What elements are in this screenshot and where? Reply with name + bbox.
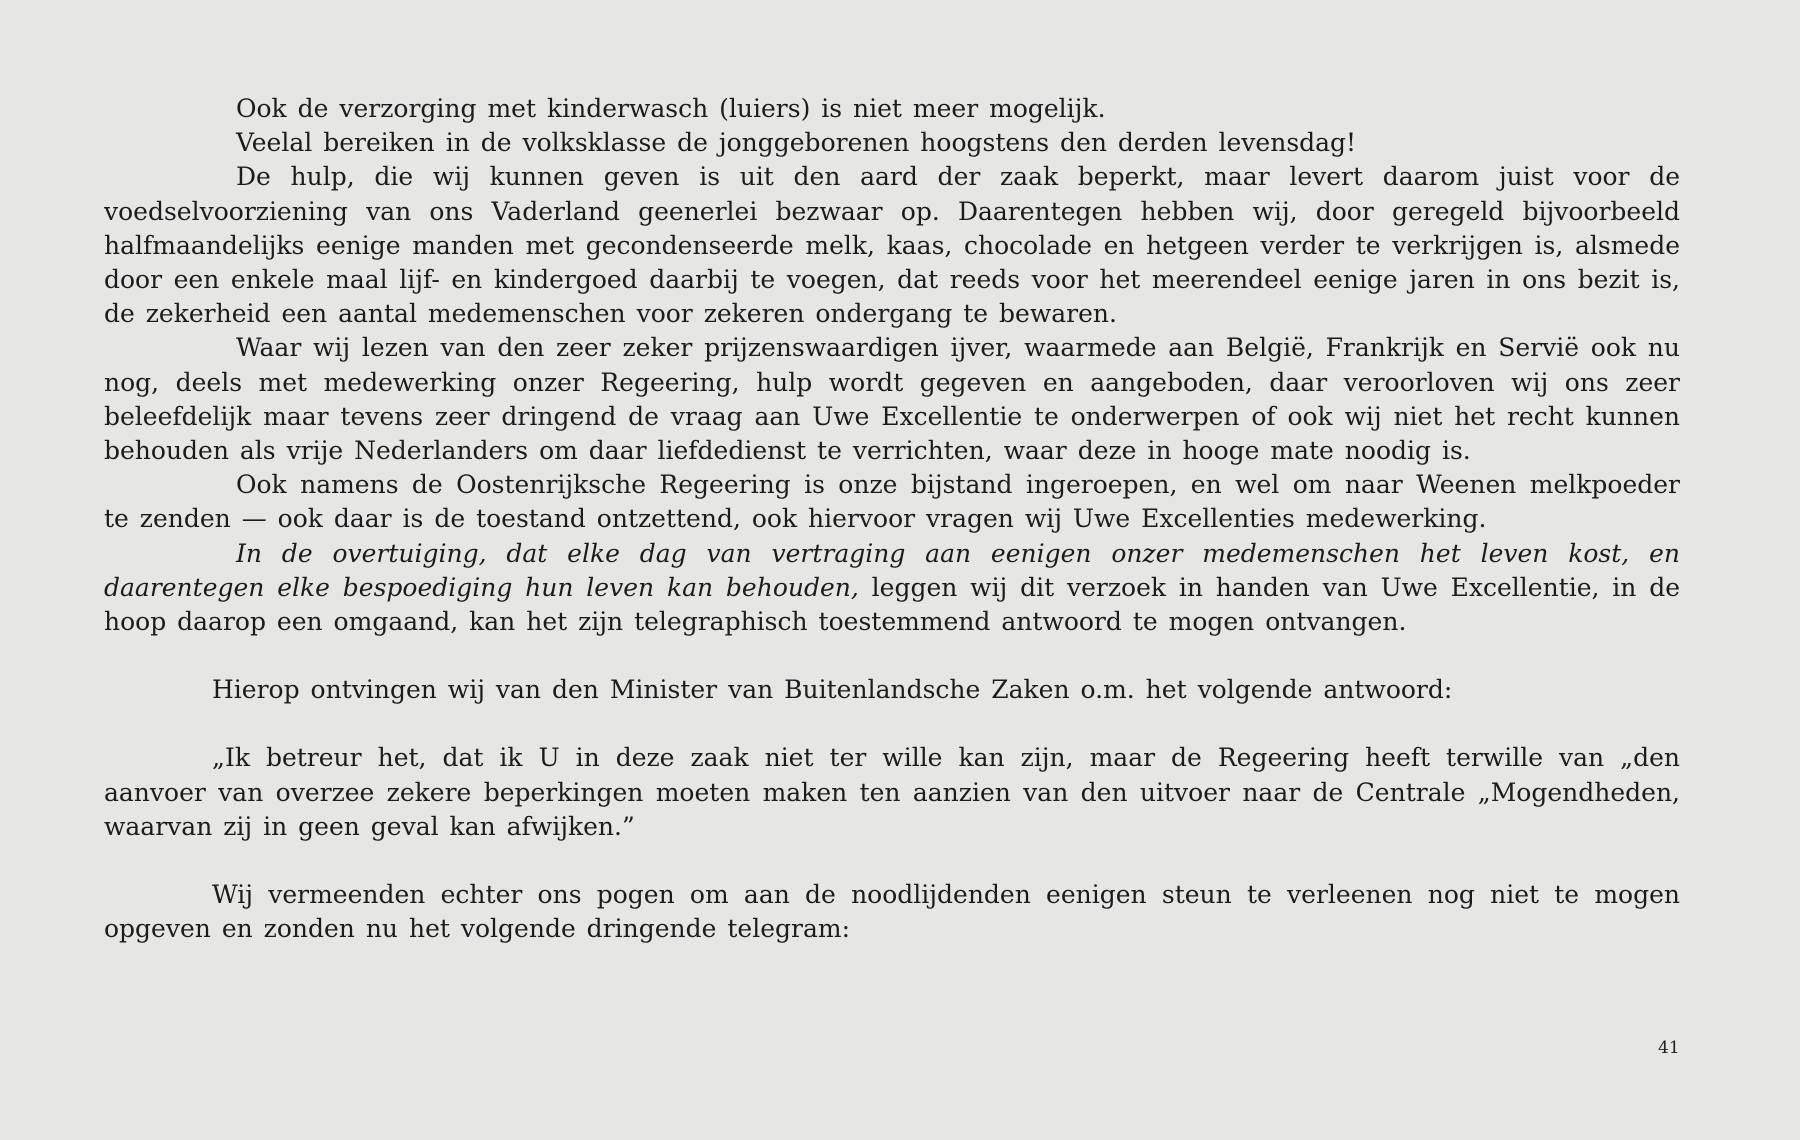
italic-overtuiging: In de overtuiging, dat elke dag van vertraging aan eenigen onzer medemenschen het leven kost, en daarentegen elke bespoediging hun leven kan behouden, [104, 538, 1680, 602]
paragraph-hulp: De hulp, die wij kunnen geven is uit den aard der zaak beperkt, maar levert daarom juist voor de voedselvoorziening van ons Vaderland geenerlei bezwaar op. Daarentegen hebben wij, door geregeld bijvoorbeeld halfmaandelijks eenige manden met gecondenseerde melk, kaas, chocolade en hetgeen verder te verkrijgen is, alsmede door een enkele maal lijf- en kindergoed daarbij te voegen, dat reeds voor het meerendeel eenige jaren in ons bezit is, de zekerheid een aantal medemenschen voor zekeren ondergang te bewaren. [104, 162, 1680, 329]
paragraph-levensdag: Veelal bereiken in de volksklasse de jonggeborenen hoogstens den derden levensdag! [236, 128, 1357, 158]
paragraph-oostenrijk: Ook namens de Oostenrijksche Regeering is onze bijstand ingeroepen, en wel om naar Weenen melkpoeder te zenden — ook daar is de toestand ontzettend, ook hiervoor vragen wij Uwe Excellenties medewerking. [104, 470, 1680, 534]
paragraph-overtuiging [104, 537, 1680, 640]
quote-antwoord: „Ik betreur het, dat ik U in deze zaak niet ter wille kan zijn, maar de Regeering heeft terwille van „den aanvoer van overzee zekere beperkingen moeten maken ten aanzien van den uitvoer naar de Centrale „Mogendheden, waarvan zij in geen geval kan afwijken.” [104, 743, 1680, 841]
paragraph-kinderwasch: Ook de verzorging met kinderwasch (luiers) is niet meer mogelijk. [236, 94, 1106, 123]
body-text [104, 92, 1680, 946]
spacer [104, 707, 1680, 741]
spacer [104, 639, 1680, 673]
paragraph-overtuiging-rest: leggen wij dit verzoek in handen van Uwe Excellentie, in de hoop daarop een omgaand, kan het zijn telegraphisch toestemmend antwoord te mogen ontvangen. [104, 572, 1681, 637]
page-number: 41 [1658, 1038, 1680, 1058]
paragraph-telegram: Wij vermeenden echter ons pogen om aan de noodlijdenden eenigen steun te verleenen nog niet te mogen opgeven en zonden nu het volgende dringende telegram: [104, 880, 1680, 944]
paragraph-minister: Hierop ontvingen wij van den Minister van Buitenlandsche Zaken o.m. het volgende antwoord: [212, 675, 1453, 705]
paragraph-belgie: Waar wij lezen van den zeer zeker prijzenswaardigen ijver, waarmede aan België, Frankrijk en Servië ook nu nog, deels met medewerking onzer Regeering, hulp wordt gegeven en aangeboden, daar veroorloven wij ons zeer beleefdelijk maar tevens zeer dringend de vraag aan Uwe Excellentie te onderwerpen of ook wij niet het recht kunnen behouden als vrije Nederlanders om daar liefdedienst te verrichten, waar deze in hooge mate noodig is. [104, 333, 1680, 466]
spacer [104, 844, 1680, 878]
